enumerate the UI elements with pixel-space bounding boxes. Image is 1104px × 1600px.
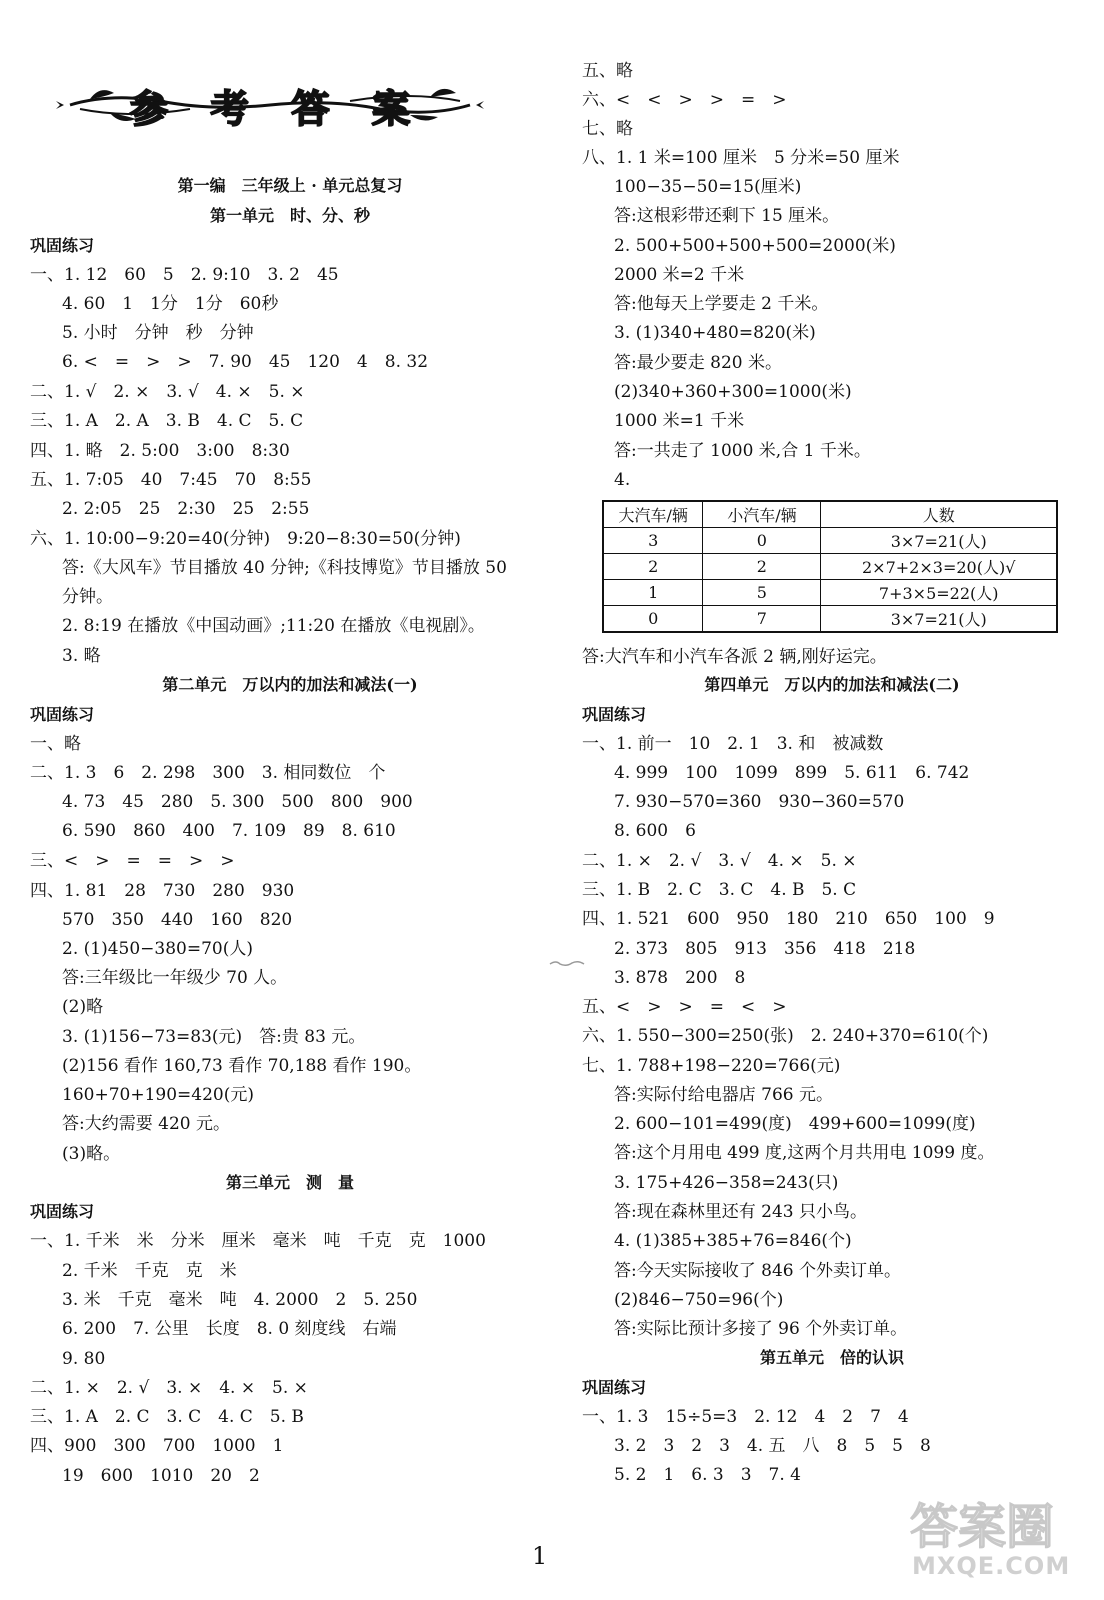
answer-line: 5. 2 1 6. 3 3 7. 4 [614, 1465, 801, 1485]
banner-char: 参 [130, 85, 169, 131]
page-number: 1 [532, 1542, 548, 1570]
answer-line: 1000 米=1 千米 [614, 411, 745, 431]
unit4-title: 第四单元 万以内的加法和减法(二) [704, 675, 960, 694]
answer-line: 二、1. × 2. √ 3. × 4. × 5. × [30, 1378, 308, 1398]
unit4-heading: 巩固练习 [582, 705, 647, 724]
table-cell: 0 [703, 528, 821, 554]
table-header-row [603, 501, 1057, 528]
answer-line: 4. 999 100 1099 899 5. 611 6. 742 [614, 763, 970, 783]
table-header-cell: 小汽车/辆 [703, 501, 821, 528]
answer-line: 三、1. A 2. A 3. B 4. C 5. C [30, 411, 304, 431]
answer-line: 答:大约需要 420 元。 [62, 1114, 230, 1134]
answer-line: 答:这个月用电 499 度,这两个月共用电 1099 度。 [614, 1143, 995, 1163]
answer-line: 答:最少要走 820 米。 [614, 353, 782, 373]
answer-line: 答:今天实际接收了 846 个外卖订单。 [614, 1261, 901, 1281]
answer-line: 3. 略 [62, 646, 101, 666]
answer-line: 2. 2:05 25 2:30 25 2:55 [62, 499, 310, 519]
unit5-heading: 巩固练习 [582, 1378, 647, 1397]
answer-line: 2. 373 805 913 356 418 218 [614, 939, 916, 959]
banner-char: 案 [371, 85, 410, 131]
table-cell: 5 [703, 580, 821, 606]
unit1-heading: 巩固练习 [30, 236, 95, 255]
answer-line: 三、1. B 2. C 3. C 4. B 5. C [582, 880, 857, 900]
answer-line: 六、< < > > = > [582, 90, 787, 110]
banner-char: 考 [210, 85, 249, 131]
answer-line: 七、1. 788+198−220=766(元) [582, 1056, 841, 1076]
answer-line: 160+70+190=420(元) [62, 1085, 254, 1105]
answer-line: 5. 小时 分钟 秒 分钟 [62, 323, 254, 343]
unit2-title: 第二单元 万以内的加法和减法(一) [162, 675, 418, 694]
answer-line: 4. 73 45 280 5. 300 500 800 900 [62, 792, 413, 812]
answer-line: 3. 米 千克 毫米 吨 4. 2000 2 5. 250 [62, 1290, 418, 1310]
answer-line: 3. 878 200 8 [614, 968, 746, 988]
answer-line: 五、略 [582, 61, 633, 81]
part-title: 第一编 三年级上 · 单元总复习 [177, 176, 403, 195]
table-cell: 2 [703, 554, 821, 580]
answer-line: (2)156 看作 160,73 看作 70,188 看作 190。 [62, 1056, 422, 1076]
answer-line: 答:《大风车》节目播放 40 分钟;《科技博览》节目播放 50 [62, 558, 507, 578]
answer-line: (2)846−750=96(个) [614, 1290, 784, 1310]
table-cell: 2×7+2×3=20(人)√ [821, 554, 1057, 580]
answer-line: 分钟。 [62, 587, 113, 607]
answer-line: 2. 8:19 在播放《中国动画》;11:20 在播放《电视剧》。 [62, 616, 485, 636]
answer-line: 一、1. 12 60 5 2. 9:10 3. 2 45 [30, 265, 339, 285]
answer-line: 八、1. 1 米=100 厘米 5 分米=50 厘米 [582, 148, 900, 168]
answer-line: 100−35−50=15(厘米) [614, 177, 802, 197]
answer-line: 二、1. 3 6 2. 298 300 3. 相同数位 个 [30, 763, 386, 783]
answer-line: 四、1. 521 600 950 180 210 650 100 9 [582, 909, 995, 929]
table-header-cell: 人数 [821, 501, 1057, 528]
table-cell: 2 [603, 554, 703, 580]
answer-line: 答:实际付给电器店 766 元。 [614, 1085, 833, 1105]
answer-line: 3. (1)156−73=83(元) 答:贵 83 元。 [62, 1027, 366, 1047]
answer-line: 3. 175+426−358=243(只) [614, 1173, 839, 1193]
answer-line: 6. < = > > 7. 90 45 120 4 8. 32 [62, 352, 429, 372]
answer-line: 4. [614, 470, 631, 490]
answer-line: (2)340+360+300=1000(米) [614, 382, 852, 402]
answer-line: 五、< > > = < > [582, 997, 787, 1017]
answer-line: 一、略 [30, 734, 81, 754]
table-cell: 3 [603, 528, 703, 554]
unit5-title: 第五单元 倍的认识 [759, 1348, 904, 1367]
answer-line: 答:一共走了 1000 米,合 1 千米。 [614, 441, 871, 461]
answer-line: 4. 60 1 1分 1分 60秒 [62, 294, 279, 314]
answer-line: 3. (1)340+480=820(米) [614, 323, 816, 343]
answer-line: 2. 600−101=499(度) 499+600=1099(度) [614, 1114, 976, 1134]
answer-line: 答:现在森林里还有 243 只小鸟。 [614, 1202, 867, 1222]
answer-line: 三、1. A 2. C 3. C 4. C 5. B [30, 1407, 304, 1427]
answer-line: 6. 590 860 400 7. 109 89 8. 610 [62, 821, 396, 841]
unit1-title: 第一单元 时、分、秒 [209, 206, 370, 225]
answer-line: 答:他每天上学要走 2 千米。 [614, 294, 829, 314]
banner-char: 答 [291, 85, 330, 131]
answer-line: 四、1. 略 2. 5:00 3:00 8:30 [30, 441, 290, 461]
answer-line: 七、略 [582, 119, 633, 139]
car-allocation-table [602, 500, 1058, 633]
table-row [603, 606, 1057, 633]
answer-line: 一、1. 前一 10 2. 1 3. 和 被减数 [582, 734, 884, 754]
answer-line: (2)略 [62, 997, 104, 1017]
answer-line: 3. 2 3 2 3 4. 五 八 8 5 5 8 [614, 1436, 931, 1456]
answer-line: 二、1. √ 2. × 3. √ 4. × 5. × [30, 382, 305, 402]
table-row [603, 580, 1057, 606]
answer-line: 答:三年级比一年级少 70 人。 [62, 968, 288, 988]
answer-line: 六、1. 550−300=250(张) 2. 240+370=610(个) [582, 1026, 989, 1046]
answer-line: 二、1. × 2. √ 3. √ 4. × 5. × [582, 851, 857, 871]
answer-line: 2. (1)450−380=70(人) [62, 939, 253, 959]
table-cell: 3×7=21(人) [821, 528, 1057, 554]
answer-line: 8. 600 6 [614, 821, 696, 841]
answer-line: 570 350 440 160 820 [62, 910, 293, 930]
table-cell: 7+3×5=22(人) [821, 580, 1057, 606]
table-cell: 7 [703, 606, 821, 633]
answer-line: 9. 80 [62, 1349, 106, 1369]
answer-line: 6. 200 7. 公里 长度 8. 0 刻度线 右端 [62, 1319, 397, 1339]
answer-line: (3)略。 [62, 1144, 121, 1164]
watermark [900, 1480, 1090, 1590]
answer-line: 答:这根彩带还剩下 15 厘米。 [614, 206, 840, 226]
unit3-title: 第三单元 测 量 [225, 1173, 354, 1192]
answer-line: 四、1. 81 28 730 280 930 [30, 881, 295, 901]
table-header-cell: 大汽车/辆 [603, 501, 703, 528]
answer-line: 4. (1)385+385+76=846(个) [614, 1231, 852, 1251]
answer-line: 答:大汽车和小汽车各派 2 辆,刚好运完。 [582, 647, 887, 667]
answer-line: 2. 千米 千克 克 米 [62, 1261, 237, 1281]
answer-line: 一、1. 3 15÷5=3 2. 12 4 2 7 4 [582, 1407, 909, 1427]
table-cell: 3×7=21(人) [821, 606, 1057, 633]
watermark-text: MXQE.COM [912, 1552, 1071, 1580]
table-cell: 1 [603, 580, 703, 606]
table-cell: 0 [603, 606, 703, 633]
answer-line: 7. 930−570=360 930−360=570 [614, 792, 905, 812]
answer-line: 2. 500+500+500+500=2000(米) [614, 236, 896, 256]
scan-smudge-icon [548, 958, 588, 970]
table-row [603, 528, 1057, 554]
unit2-heading: 巩固练习 [30, 705, 95, 724]
answer-line: 一、1. 千米 米 分米 厘米 毫米 吨 千克 克 1000 [30, 1231, 486, 1251]
answer-line: 答:实际比预计多接了 96 个外卖订单。 [614, 1319, 908, 1339]
answer-line: 六、1. 10:00−9:20=40(分钟) 9:20−8:30=50(分钟) [30, 529, 461, 549]
answer-line: 四、900 300 700 1000 1 [30, 1436, 284, 1456]
answer-line: 19 600 1010 20 2 [62, 1466, 260, 1486]
answer-line: 三、< > = = > > [30, 851, 235, 871]
unit3-heading: 巩固练习 [30, 1202, 95, 1221]
table-row [603, 554, 1057, 580]
answer-line: 2000 米=2 千米 [614, 265, 745, 285]
watermark-logo-icon: 答案圈 [910, 1499, 1055, 1555]
answer-line: 五、1. 7:05 40 7:45 70 8:55 [30, 470, 312, 490]
title-banner [50, 75, 490, 135]
